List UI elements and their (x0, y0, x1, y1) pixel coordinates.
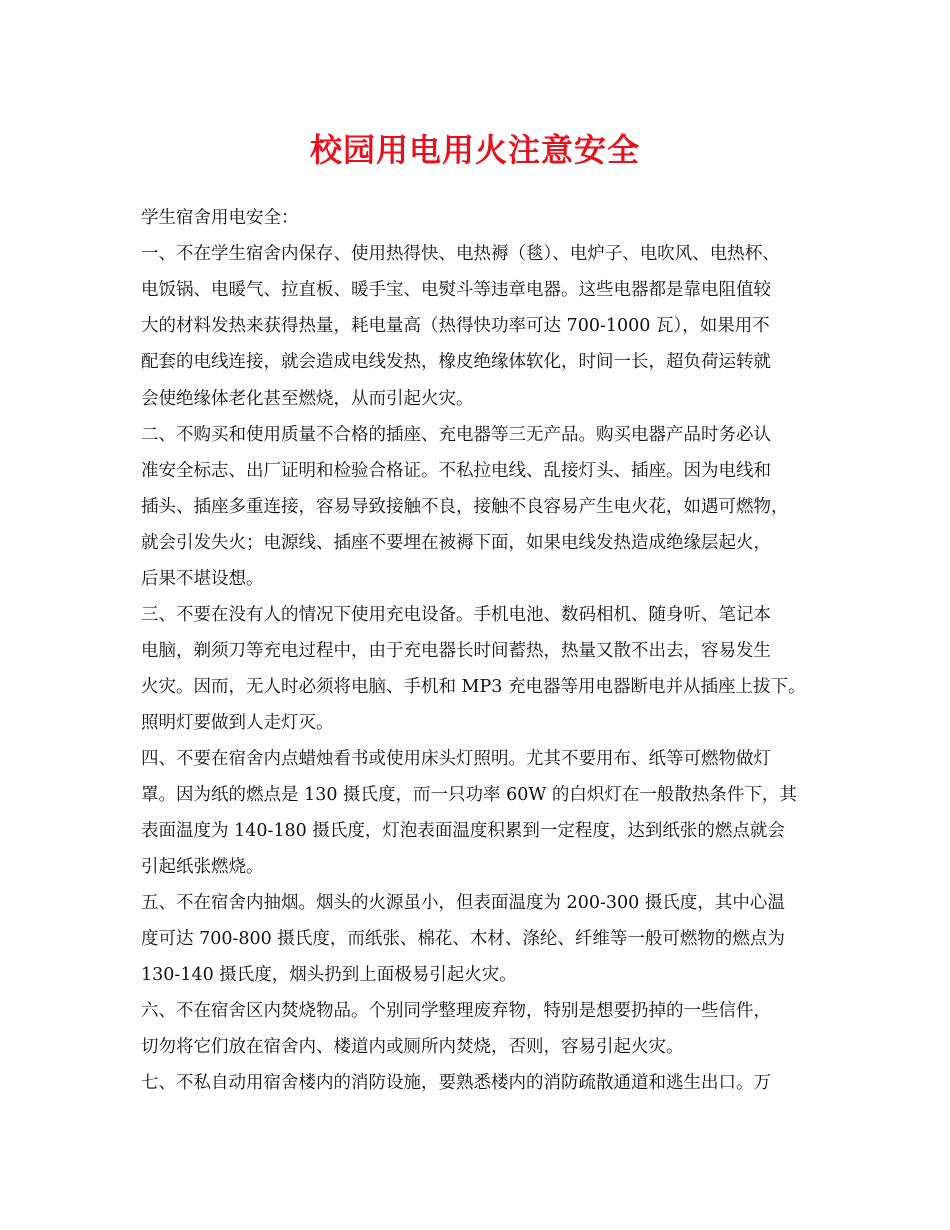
paragraph-line: 罩。因为纸的燃点是 130 摄氏度，而一只功率 60W 的白炽灯在一般散热条件下，其 (141, 785, 797, 805)
paragraph-line: 度可达 700-800 摄氏度，而纸张、棉花、木材、涤纶、纤维等一般可燃物的燃点为 (141, 929, 785, 949)
paragraph-line: 引起纸张燃烧。 (141, 857, 264, 877)
paragraph-line: 电脑，剃须刀等充电过程中，由于充电器长时间蓄热，热量又散不出去，容易发生 (141, 641, 771, 661)
paragraph-line: 三、不要在没有人的情况下使用充电设备。手机电池、数码相机、随身听、笔记本 (141, 605, 771, 625)
paragraph-line: 一、不在学生宿舍内保存、使用热得快、电热褥（毯）、电炉子、电吹风、电热杯、 (141, 244, 780, 264)
paragraph-line: 130-140 摄氏度，烟头扔到上面极易引起火灾。 (141, 965, 517, 985)
paragraph-line: 切勿将它们放在宿舍内、楼道内或厕所内焚烧，否则，容易引起火灾。 (141, 1037, 684, 1057)
paragraph-line: 五、不在宿舍内抽烟。烟头的火源虽小，但表面温度为 200-300 摄氏度，其中心温 (141, 893, 785, 913)
paragraph-line: 插头、插座多重连接，容易导致接触不良，接触不良容易产生电火花，如遇可燃物， (141, 497, 789, 517)
paragraph-line: 二、不购买和使用质量不合格的插座、充电器等三无产品。购买电器产品时务必认 (141, 425, 771, 445)
paragraph-line: 准安全标志、出厂证明和检验合格证。不私拉电线、乱接灯头、插座。因为电线和 (141, 461, 771, 481)
paragraph-line: 六、不在宿舍区内焚烧物品。个别同学整理废弃物，特别是想要扔掉的一些信件， (141, 1001, 771, 1021)
paragraph-line: 火灾。因而，无人时必须将电脑、手机和 MP3 充电器等用电器断电并从插座上拔下。 (141, 677, 806, 697)
paragraph-line: 会使绝缘体老化甚至燃烧，从而引起火灾。 (141, 389, 474, 409)
paragraph-line: 电饭锅、电暖气、拉直板、暖手宝、电熨斗等违章电器。这些电器都是靠电阻值较 (141, 280, 771, 300)
paragraph-line: 照明灯要做到人走灯灭。 (141, 713, 334, 733)
paragraph-line: 后果不堪设想。 (141, 569, 264, 589)
paragraph-line: 七、不私自动用宿舍楼内的消防设施，要熟悉楼内的消防疏散通道和逃生出口。万 (141, 1073, 771, 1093)
paragraph-line: 四、不要在宿舍内点蜡烛看书或使用床头灯照明。尤其不要用布、纸等可燃物做灯 (141, 749, 771, 769)
paragraph-line: 大的材料发热来获得热量，耗电量高（热得快功率可达 700-1000 瓦），如果用不 (141, 316, 770, 336)
document-title: 校园用电用火注意安全 (309, 131, 640, 169)
paragraph-line: 就会引发失火；电源线、插座不要埋在被褥下面，如果电线发热造成绝缘层起火， (141, 533, 771, 553)
section-heading: 学生宿舍用电安全： (141, 208, 299, 228)
paragraph-line: 表面温度为 140-180 摄氏度，灯泡表面温度积累到一定程度，达到纸张的燃点就会 (141, 821, 785, 841)
paragraph-line: 配套的电线连接，就会造成电线发热，橡皮绝缘体软化，时间一长，超负荷运转就 (141, 352, 771, 372)
